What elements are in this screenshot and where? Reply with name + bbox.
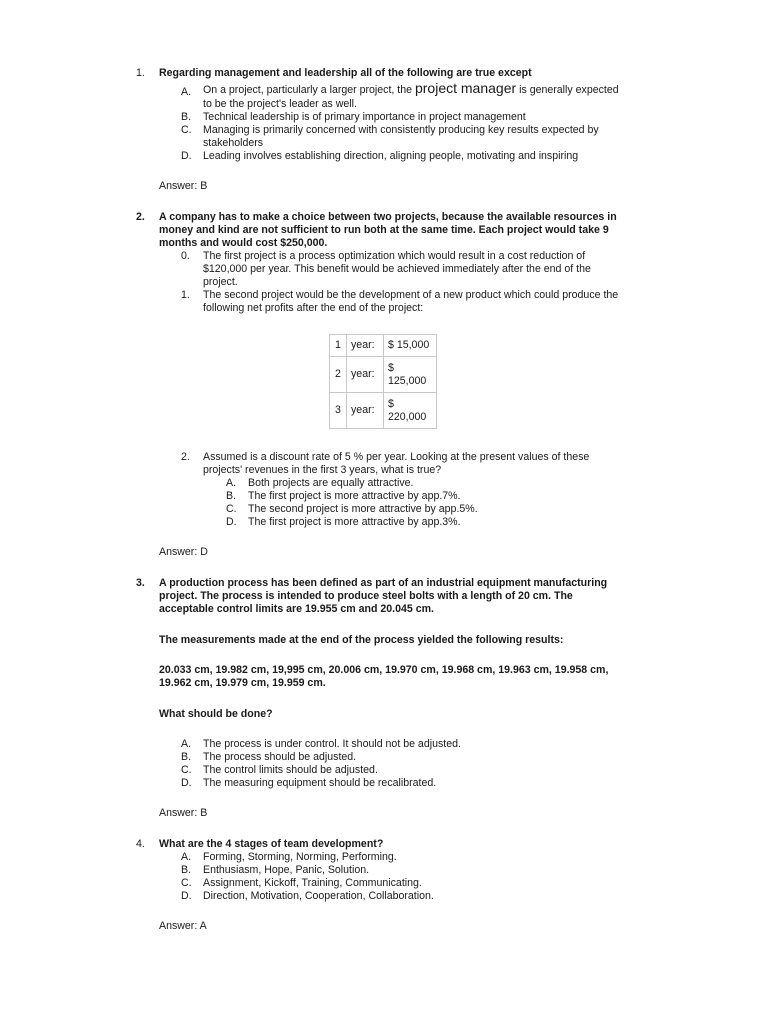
question-text: What are the 4 stages of team development? xyxy=(159,838,384,850)
item-number: 0. xyxy=(181,250,190,262)
item-text-line: The first project is a process optimization which would result in a cost reduction of xyxy=(203,250,586,262)
table-cell: 3 xyxy=(330,393,347,429)
option-letter: A. xyxy=(181,851,192,863)
option-text-cont: stakeholders xyxy=(203,137,264,149)
question-text-line: A company has to make a choice between two projects, because the available resources in xyxy=(159,211,617,223)
item-text-line: projects' revenues in the first 3 years, what is true? xyxy=(203,464,442,476)
option-letter: C. xyxy=(181,764,192,776)
table-row xyxy=(330,357,437,393)
table-row xyxy=(330,393,437,429)
table-cell: $ 15,000 xyxy=(384,335,437,357)
table-cell: 2 xyxy=(330,357,347,393)
option-text: Leading involves establishing direction, aligning people, motivating and inspiring xyxy=(203,150,579,162)
option-text: Assignment, Kickoff, Training, Communicating. xyxy=(203,877,422,889)
question-text-line: acceptable control limits are 19.955 cm and 20.045 cm. xyxy=(159,603,434,615)
answer: Answer: B xyxy=(159,180,208,192)
measure-line: 19.962 cm, 19.979 cm, 19.959 cm. xyxy=(159,677,326,689)
option-letter: A. xyxy=(181,738,192,750)
option-text: The control limits should be adjusted. xyxy=(203,764,378,776)
option-letter: D. xyxy=(181,150,192,162)
option-text: The first project is more attractive by app.7%. xyxy=(248,490,461,502)
option-text: Forming, Storming, Norming, Performing. xyxy=(203,851,397,863)
option-letter: C. xyxy=(181,877,192,889)
item-text-line: The second project would be the development of a new product which could produce the xyxy=(203,289,619,301)
question-number: 2. xyxy=(136,211,145,223)
revenue-table xyxy=(329,334,437,429)
question-number: 3. xyxy=(136,577,145,589)
option-letter: A. xyxy=(181,86,192,98)
option-text: The process is under control. It should not be adjusted. xyxy=(203,738,461,750)
option-letter: B. xyxy=(181,751,192,763)
measure-line: 20.033 cm, 19.982 cm, 19,995 cm, 20.006 cm, 19.970 cm, 19.968 cm, 19.963 cm, 19.958 cm, xyxy=(159,664,609,676)
table-cell: $ 220,000 xyxy=(384,393,437,429)
item-number: 2. xyxy=(181,451,190,463)
option-text: Managing is primarily concerned with consistently producing key results expected by xyxy=(203,124,599,136)
measure-intro: The measurements made at the end of the process yielded the following results: xyxy=(159,634,564,646)
option-letter: C. xyxy=(181,124,192,136)
question-prompt: What should be done? xyxy=(159,708,273,720)
table-cell: year: xyxy=(347,393,384,429)
option-text: Enthusiasm, Hope, Panic, Solution. xyxy=(203,864,370,876)
option-text: On a project, particularly a larger project, the project manager is generally expected xyxy=(203,80,619,96)
item-number: 1. xyxy=(181,289,190,301)
item-text-line: $120,000 per year. This benefit would be achieved immediately after the end of the xyxy=(203,263,591,275)
option-letter: D. xyxy=(181,890,192,902)
table-row xyxy=(330,335,437,357)
option-letter: D. xyxy=(181,777,192,789)
option-text: The second project is more attractive by app.5%. xyxy=(248,503,478,515)
question-text-line: A production process has been defined as part of an industrial equipment manufacturing xyxy=(159,577,608,589)
question-text-line: months and would cost $250,000. xyxy=(159,237,328,249)
question-text-line: project. The process is intended to produce steel bolts with a length of 20 cm. The xyxy=(159,590,573,602)
item-text-line: following net profits after the end of the project: xyxy=(203,302,424,314)
option-letter: B. xyxy=(181,111,192,123)
option-letter: D. xyxy=(226,516,237,528)
item-text-line: project. xyxy=(203,276,238,288)
option-letter: A. xyxy=(226,477,237,489)
option-text-cont: to be the project's leader as well. xyxy=(203,98,357,110)
answer: Answer: B xyxy=(159,807,208,819)
option-text: Technical leadership is of primary importance in project management xyxy=(203,111,526,123)
option-letter: C. xyxy=(226,503,237,515)
table-cell: $ 125,000 xyxy=(384,357,437,393)
option-text: The measuring equipment should be recalibrated. xyxy=(203,777,437,789)
table-cell: 1 xyxy=(330,335,347,357)
option-letter: B. xyxy=(181,864,192,876)
question-number: 4. xyxy=(136,838,145,850)
answer: Answer: A xyxy=(159,920,207,932)
question-text-line: money and kind are not sufficient to run both at the same time. Each project would take 9 xyxy=(159,224,609,236)
question-text: Regarding management and leadership all of the following are true except xyxy=(159,67,532,79)
option-text: The process should be adjusted. xyxy=(203,751,357,763)
option-letter: B. xyxy=(226,490,237,502)
table-cell: year: xyxy=(347,335,384,357)
option-text: Direction, Motivation, Cooperation, Collaboration. xyxy=(203,890,434,902)
option-text: Both projects are equally attractive. xyxy=(248,477,414,489)
option-text: The first project is more attractive by app.3%. xyxy=(248,516,461,528)
question-number: 1. xyxy=(136,67,145,79)
item-text-line: Assumed is a discount rate of 5 % per year. Looking at the present values of these xyxy=(203,451,590,463)
table-cell: year: xyxy=(347,357,384,393)
answer: Answer: D xyxy=(159,546,208,558)
